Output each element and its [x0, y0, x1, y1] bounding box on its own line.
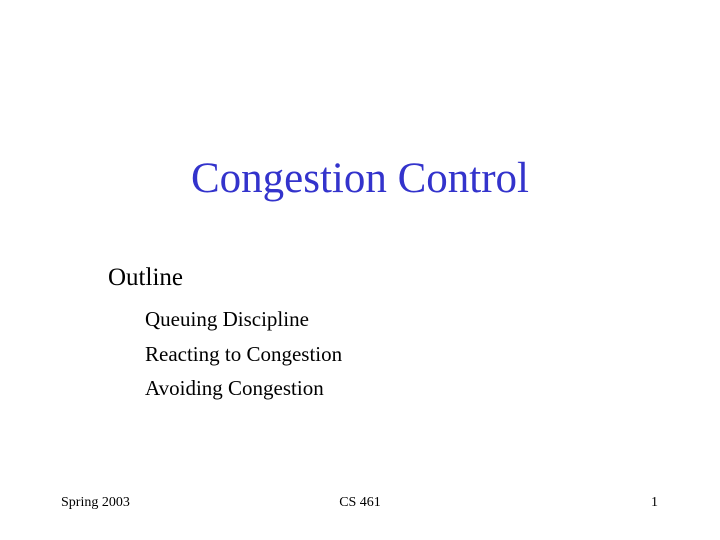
outline-list	[145, 302, 342, 406]
slide-title: Congestion Control	[190, 155, 530, 202]
outline-item-reacting-to-congestion: Reacting to Congestion	[145, 341, 343, 366]
outline-heading: Outline	[108, 264, 183, 291]
footer-course: CS 461	[339, 495, 381, 510]
outline-item-queuing-discipline: Queuing Discipline	[145, 307, 309, 331]
footer-page-number: 1	[651, 495, 658, 510]
footer-date: Spring 2003	[61, 495, 130, 510]
outline-item-avoiding-congestion: Avoiding Congestion	[145, 376, 324, 400]
